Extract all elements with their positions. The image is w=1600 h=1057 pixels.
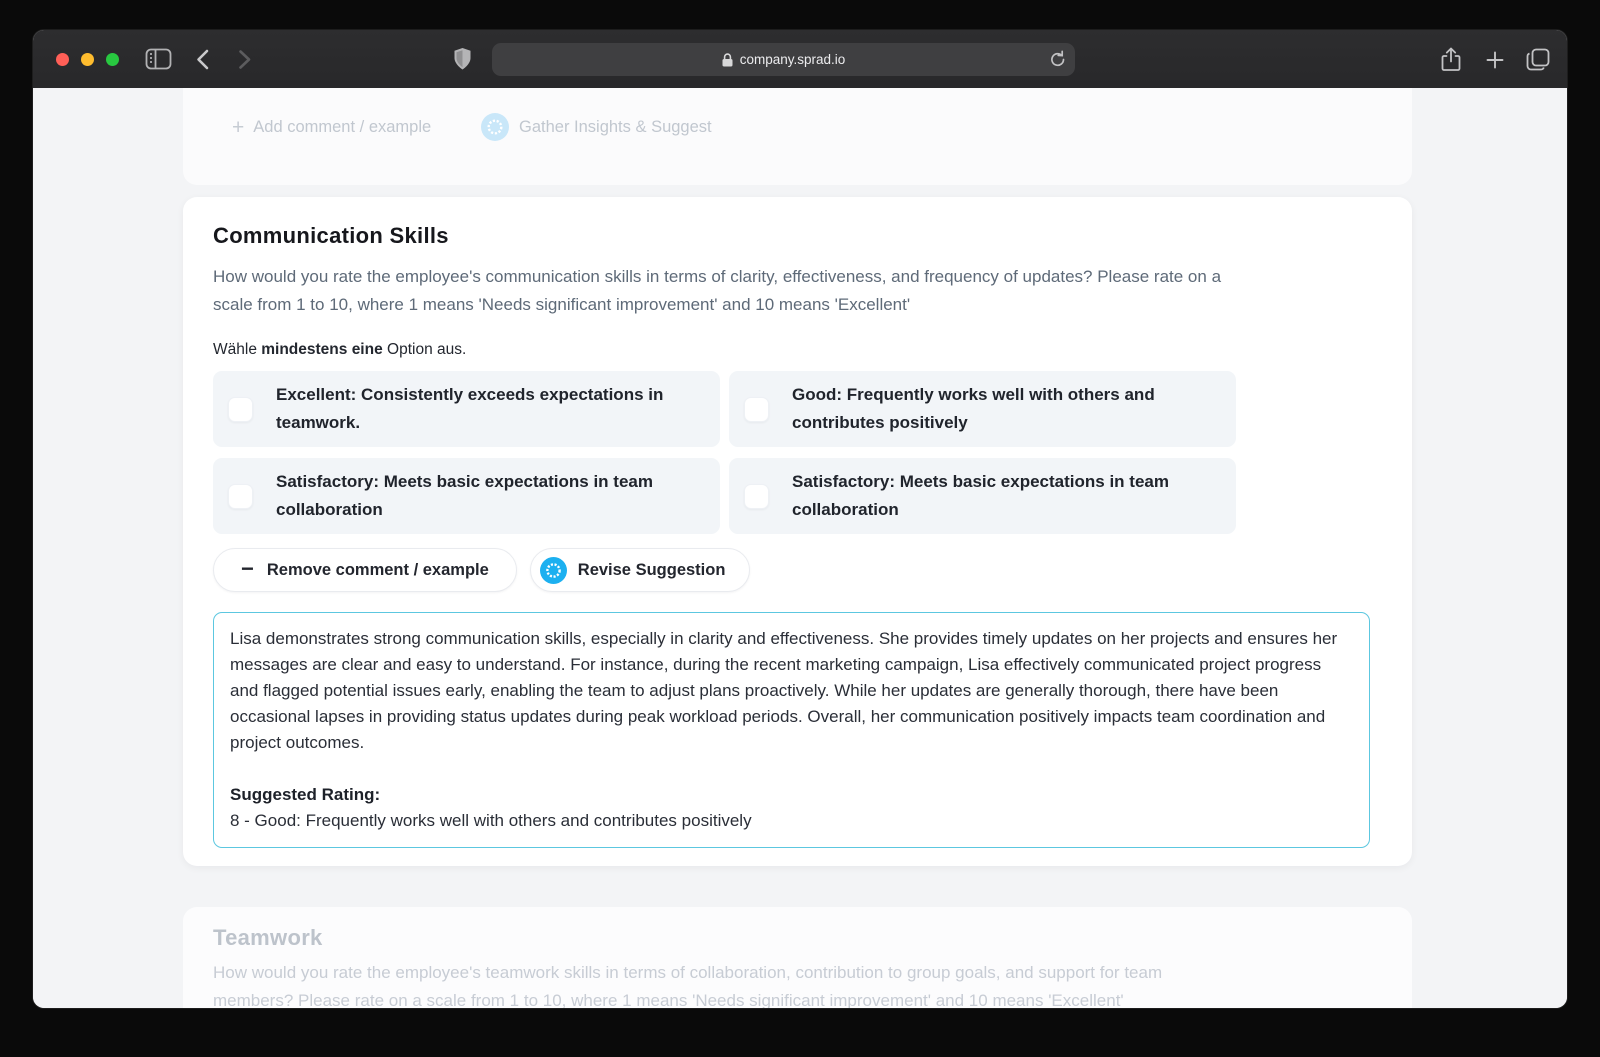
option-checkbox[interactable] — [228, 397, 253, 422]
options-grid — [213, 371, 1236, 534]
minimize-window-button[interactable] — [81, 53, 94, 66]
option-checkbox[interactable] — [744, 397, 769, 422]
option-label: Excellent: Consistently exceeds expectations in teamwork. — [276, 385, 664, 432]
instruction-prefix: Wähle — [213, 341, 262, 358]
add-comment-label: Add comment / example — [253, 117, 432, 136]
question-card — [183, 197, 1412, 866]
instruction-emphasis: mindestens eine — [261, 341, 383, 358]
revise-suggestion-label: Revise Suggestion — [577, 560, 726, 579]
previous-section-card — [183, 88, 1412, 185]
window-controls — [56, 53, 119, 66]
tab-overview-icon[interactable] — [1526, 48, 1550, 71]
next-section-description: How would you rate the employee's teamwork skills in terms of collaboration, contribution to group goals, and support for team members? Please rate on a scale from 1 to 10, where 1 means 'Needs significant improvement' and 10 means 'Excellent' — [213, 963, 1163, 1008]
page-content — [33, 88, 1567, 1008]
zoom-window-button[interactable] — [106, 53, 119, 66]
privacy-shield-icon[interactable] — [453, 47, 472, 71]
remove-comment-label: Remove comment / example — [266, 560, 489, 579]
sidebar-toggle-icon[interactable] — [145, 47, 172, 71]
option-checkbox[interactable] — [228, 484, 253, 509]
suggested-rating-value: 8 - Good: Frequently works well with others and contributes positively — [230, 811, 752, 830]
remove-comment-button[interactable] — [213, 548, 517, 592]
browser-titlebar — [33, 30, 1567, 88]
next-section-title: Teamwork — [213, 925, 323, 950]
forward-icon[interactable] — [239, 50, 251, 69]
gather-insights-button[interactable] — [481, 112, 712, 142]
option-good[interactable] — [729, 371, 1236, 447]
option-label: Satisfactory: Meets basic expectations in team collaboration — [276, 472, 653, 519]
close-window-button[interactable] — [56, 53, 69, 66]
next-section-card — [183, 907, 1412, 1008]
gather-insights-label: Gather Insights & Suggest — [519, 117, 712, 136]
comment-paragraph: Lisa demonstrates strong communication skills, especially in clarity and effectiveness. She provides timely updates on her projects and ensures her messages are clear and easy to understand. For instance, during the recent marketing campaign, Lisa effectively communicated project progress and flagged potential issues early, enabling the team to adjust plans proactively. While her updates are generally thorough, there have been occasional lapses in providing status updates during peak workload periods. Overall, her communication positively impacts team coordination and project outcomes. — [230, 629, 1338, 752]
option-excellent[interactable] — [213, 371, 720, 447]
url-field[interactable] — [492, 43, 1075, 76]
url-text: company.sprad.io — [739, 52, 846, 67]
comment-actions — [213, 548, 1382, 592]
lock-icon — [722, 53, 733, 67]
suggested-rating-label: Suggested Rating: — [230, 785, 381, 804]
option-checkbox[interactable] — [744, 484, 769, 509]
minus-icon: − — [241, 555, 254, 581]
option-satisfactory-2[interactable] — [729, 458, 1236, 534]
question-description: How would you rate the employee's communication skills in terms of clarity, effectiveness, and frequency of updates? Please rate on a scale from 1 to 10, where 1 means 'Needs significant improvement' and 10 means 'Excellent' — [213, 267, 1222, 314]
new-tab-icon[interactable] — [1486, 51, 1504, 69]
option-label: Satisfactory: Meets basic expectations in team collaboration — [792, 472, 1169, 519]
plus-icon: + — [232, 115, 245, 139]
back-icon[interactable] — [196, 49, 209, 70]
question-title: Communication Skills — [213, 223, 449, 248]
instruction-suffix: Option aus. — [382, 341, 467, 358]
reload-icon[interactable] — [1050, 50, 1066, 68]
comment-blank-line — [230, 756, 1353, 782]
option-satisfactory-1[interactable] — [213, 458, 720, 534]
add-comment-button[interactable] — [232, 112, 431, 142]
revise-suggestion-button[interactable] — [530, 548, 751, 592]
revise-suggestion-icon — [540, 557, 567, 584]
selection-instruction — [213, 341, 1382, 359]
browser-window — [33, 30, 1567, 1008]
gather-insights-icon — [481, 113, 509, 141]
share-icon[interactable] — [1441, 47, 1461, 72]
comment-textarea[interactable] — [213, 612, 1370, 848]
option-label: Good: Frequently works well with others and contributes positively — [792, 385, 1155, 432]
